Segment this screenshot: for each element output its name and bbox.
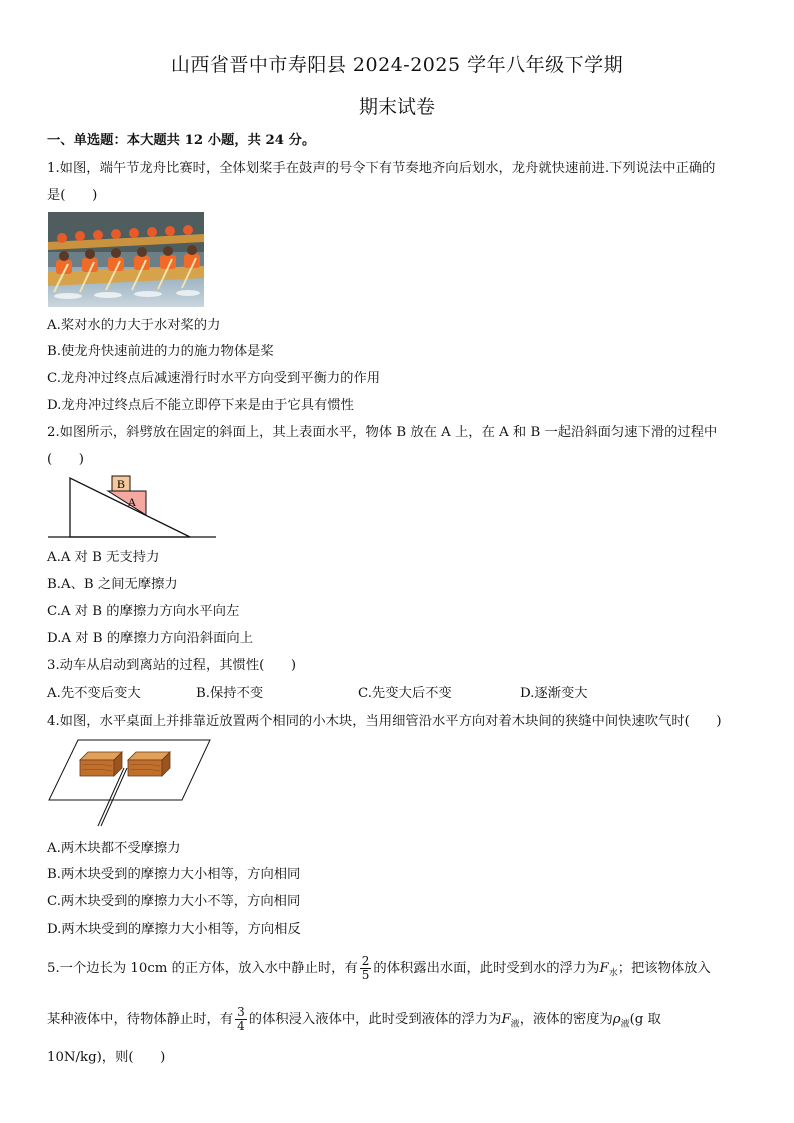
q4-stem: 4.如图，水平桌面上并排靠近放置两个相同的小木块，当用细管沿水平方向对着木块间的狭缝中间快速吹气时( ) xyxy=(47,714,722,729)
exam-title: 山西省晋中市寿阳县 2024-2025 学年八年级下学期 xyxy=(170,54,624,76)
wood-blocks-diagram xyxy=(48,738,212,830)
incline-wedge-diagram xyxy=(48,474,218,540)
q1-option-b: B.使龙舟快速前进的力的施力物体是桨 xyxy=(47,344,274,359)
q3-option-d: D.逐渐变大 xyxy=(520,686,588,701)
q5-text-1c: ；把该物体放入 xyxy=(617,961,711,976)
fraction-denominator: 5 xyxy=(361,968,370,982)
q4-option-b: B.两木块受到的摩擦力大小相等，方向相同 xyxy=(47,867,301,882)
q3-option-a: A.先不变后变大 xyxy=(47,686,141,701)
q2-option-c: C.A 对 B 的摩擦力方向水平向左 xyxy=(47,604,240,619)
q5-text-1b: 的体积露出水面，此时受到水的浮力为 xyxy=(373,961,600,976)
fraction-numerator: 3 xyxy=(237,1005,245,1019)
q3-option-b: B.保持不变 xyxy=(196,686,264,701)
dragon-boat-photo xyxy=(48,212,204,307)
q2-option-d: D.A 对 B 的摩擦力方向沿斜面向上 xyxy=(47,631,254,646)
q2-stem-line2: ( ) xyxy=(47,452,84,467)
q1-option-a: A.桨对水的力大于水对桨的力 xyxy=(47,318,221,333)
q2-option-b: B.A、B 之间无摩擦力 xyxy=(47,577,178,592)
q4-option-a: A.两木块都不受摩擦力 xyxy=(47,841,181,856)
q1-option-d: D.龙舟冲过终点后不能立即停下来是由于它具有惯性 xyxy=(47,398,354,413)
exam-subtitle: 期末试卷 xyxy=(358,96,435,118)
q4-option-d: D.两木块受到的摩擦力大小相等，方向相反 xyxy=(47,922,301,937)
q5-text-2d: (g 取 xyxy=(629,1012,661,1027)
q5-line2 xyxy=(47,1004,661,1041)
q3-option-c: C.先变大后不变 xyxy=(358,686,452,701)
q2-option-a: A.A 对 B 无支持力 xyxy=(47,550,160,565)
section-heading: 一、单选题：本大题共 12 小题，共 24 分。 xyxy=(47,133,316,148)
q2-stem-line1: 2.如图所示，斜劈放在固定的斜面上，其上表面水平，物体 B 放在 A 上，在 A 和 B 一起沿斜面匀速下滑的过程中 xyxy=(47,425,718,440)
rho-subscript: 液 xyxy=(620,1019,630,1030)
q5-text-2b: 的体积浸入液体中，此时受到液体的浮力为 xyxy=(248,1012,502,1027)
f-water-subscript: 水 xyxy=(608,968,618,979)
q1-stem-line1: 1.如图，端午节龙舟比赛时，全体划桨手在鼓声的号令下有节奏地齐向后划水，龙舟就快速前进.下列说法中正确的 xyxy=(47,161,716,176)
f-liquid-subscript: 液 xyxy=(510,1019,520,1030)
q1-option-c: C.龙舟冲过终点后减速滑行时水平方向受到平衡力的作用 xyxy=(47,371,381,386)
q1-stem-line2: 是( ) xyxy=(47,188,98,203)
f-liquid-symbol: F xyxy=(501,1012,511,1027)
block-b-label: B xyxy=(116,477,126,491)
rho-symbol: ρ xyxy=(612,1012,621,1027)
q4-option-c: C.两木块受到的摩擦力大小不等，方向相同 xyxy=(47,894,301,909)
q5-text-2c: ，液体的密度为 xyxy=(519,1012,613,1027)
fraction-numerator: 2 xyxy=(361,954,370,968)
fraction-denominator: 4 xyxy=(237,1019,245,1033)
f-water-symbol: F xyxy=(599,961,609,976)
q5-text-1a: 5.一个边长为 10cm 的正方体，放入水中静止时，有 xyxy=(47,961,358,976)
q5-line3: 10N/kg)，则( ) xyxy=(47,1050,166,1065)
fraction-three-quarters xyxy=(235,1006,247,1033)
fraction-two-fifths xyxy=(360,955,372,982)
q3-stem: 3.动车从启动到离站的过程，其惯性( ) xyxy=(47,658,297,673)
q5-line1 xyxy=(47,953,711,990)
q5-text-2a: 某种液体中，待物体静止时，有 xyxy=(47,1012,234,1027)
wedge-a-label: A xyxy=(127,495,137,509)
